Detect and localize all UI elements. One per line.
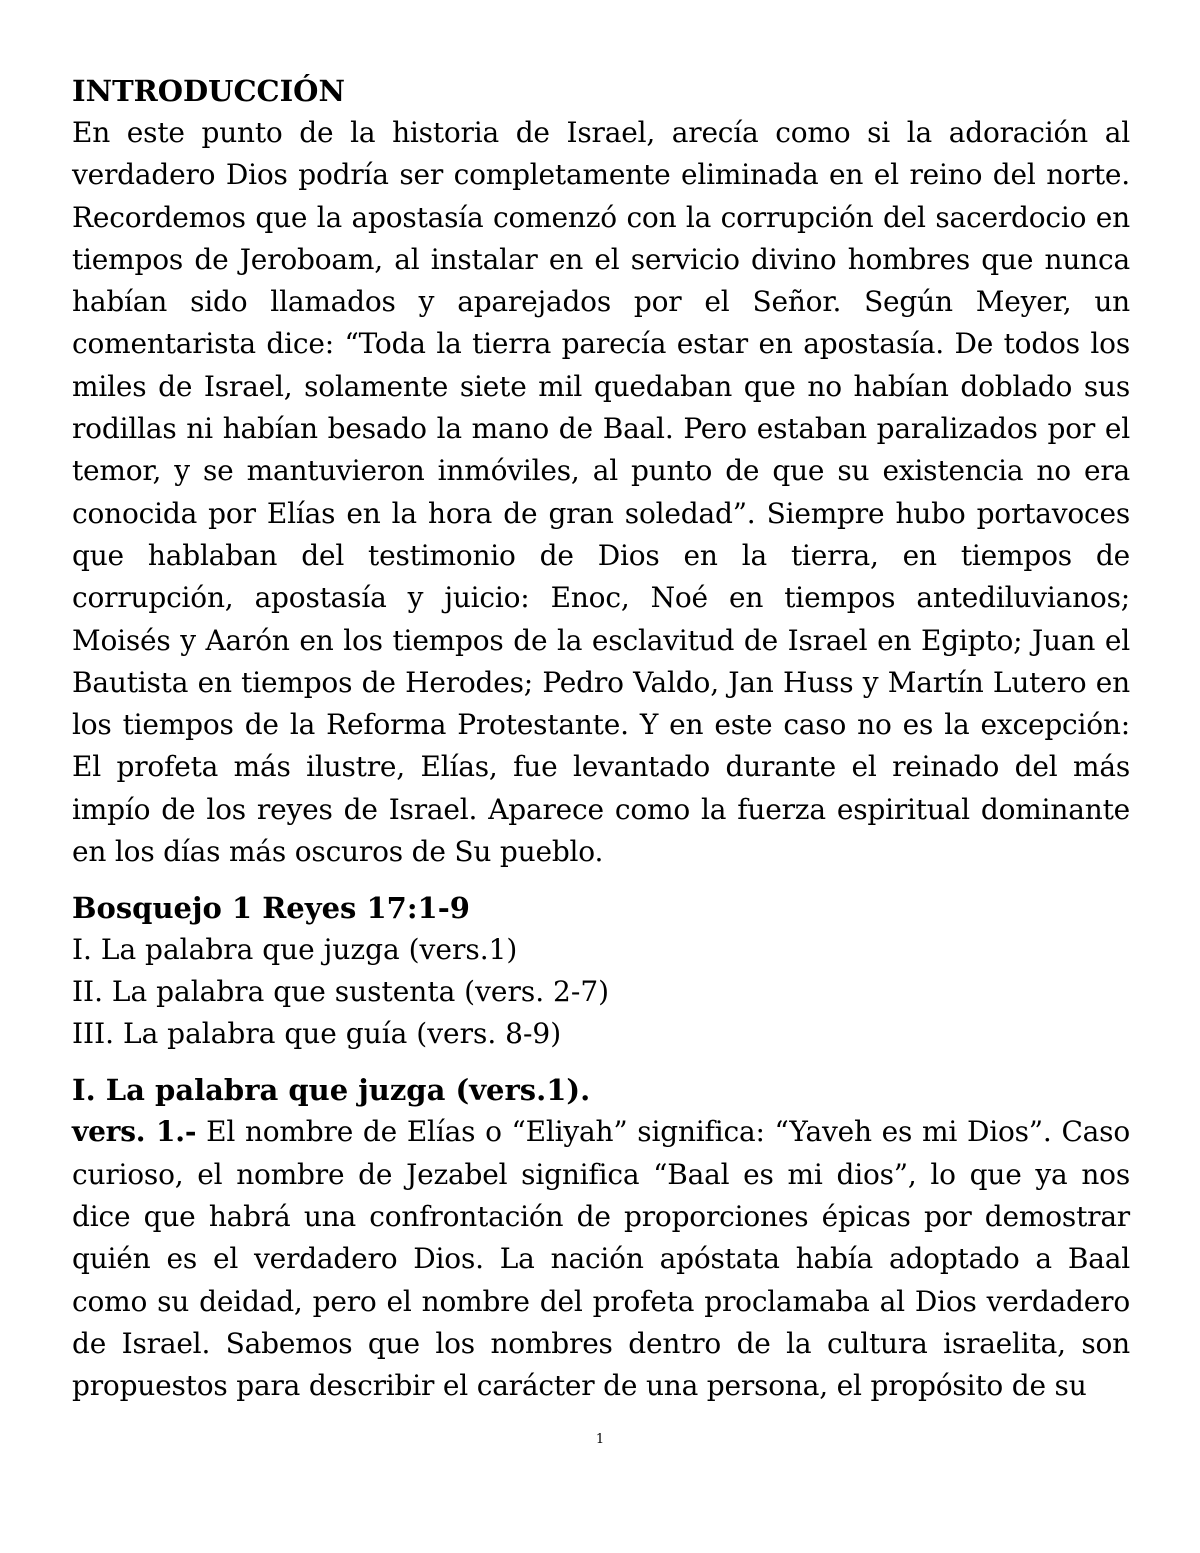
section-one-text: El nombre de Elías o “Eliyah” significa: “Yaveh es mi Dios”. Caso curioso, el nombre de Jezabel significa “Baal es mi dios”, lo que ya nos dice que habrá una confrontación de proporciones épicas por demostrar quién es el verdadero Dios. La nación apóstata había adoptado a Baal como su deidad, pero el nombre del profeta proclamaba al Dios verdadero de Israel. Sabemos que los nombres dentro de la cultura israelita, son propuestos para describir el carácter de una persona, el propósito de su	[72, 1115, 1130, 1403]
verse-label: vers. 1.-	[72, 1115, 197, 1149]
section-one-heading: I. La palabra que juzga (vers.1).	[72, 1073, 591, 1108]
outline-heading: Bosquejo 1 Reyes 17:1-9	[72, 891, 470, 926]
outline-item: III. La palabra que guía (vers. 8-9)	[72, 1017, 562, 1051]
section-one	[72, 1069, 1130, 1407]
document-page	[72, 70, 1130, 1407]
outline-item: II. La palabra que sustenta (vers. 2-7)	[72, 975, 610, 1009]
intro-paragraph: En este punto de la historia de Israel, arecía como si la adoración al verdadero Dios podría ser completamente eliminada en el reino del norte. Recordemos que la apostasía comenzó con la corrupción del sacerdocio en tiempos de Jeroboam, al instalar en el servicio divino hombres que nunca habían sido llamados y aparejados por el Señor. Según Meyer, un comentarista dice: “Toda la tierra parecía estar en apostasía. De todos los miles de Israel, solamente siete mil quedaban que no habían doblado sus rodillas ni habían besado la mano de Baal. Pero estaban paralizados por el temor, y se mantuvieron inmóviles, al punto de que su existencia no era conocida por Elías en la hora de gran soledad”. Siempre hubo portavoces que hablaban del testimonio de Dios en la tierra, en tiempos de corrupción, apostasía y juicio: Enoc, Noé en tiempos antediluvianos; Moisés y Aarón en los tiempos de la esclavitud de Israel en Egipto; Juan el Bautista en tiempos de Herodes; Pedro Valdo, Jan Huss y Martín Lutero en los tiempos de la Reforma Protestante. Y en este caso no es la excepción: El profeta más ilustre, Elías, fue levantado durante el reinado del más impío de los reyes de Israel. Aparece como la fuerza espiritual dominante en los días más oscuros de Su pueblo.	[72, 116, 1130, 869]
intro-heading: INTRODUCCIÓN	[72, 74, 345, 108]
outline-item: I. La palabra que juzga (vers.1)	[72, 933, 518, 967]
section-one-paragraph	[72, 1111, 1130, 1407]
outline-section	[72, 887, 1130, 1055]
page-number: 1	[595, 1432, 605, 1447]
